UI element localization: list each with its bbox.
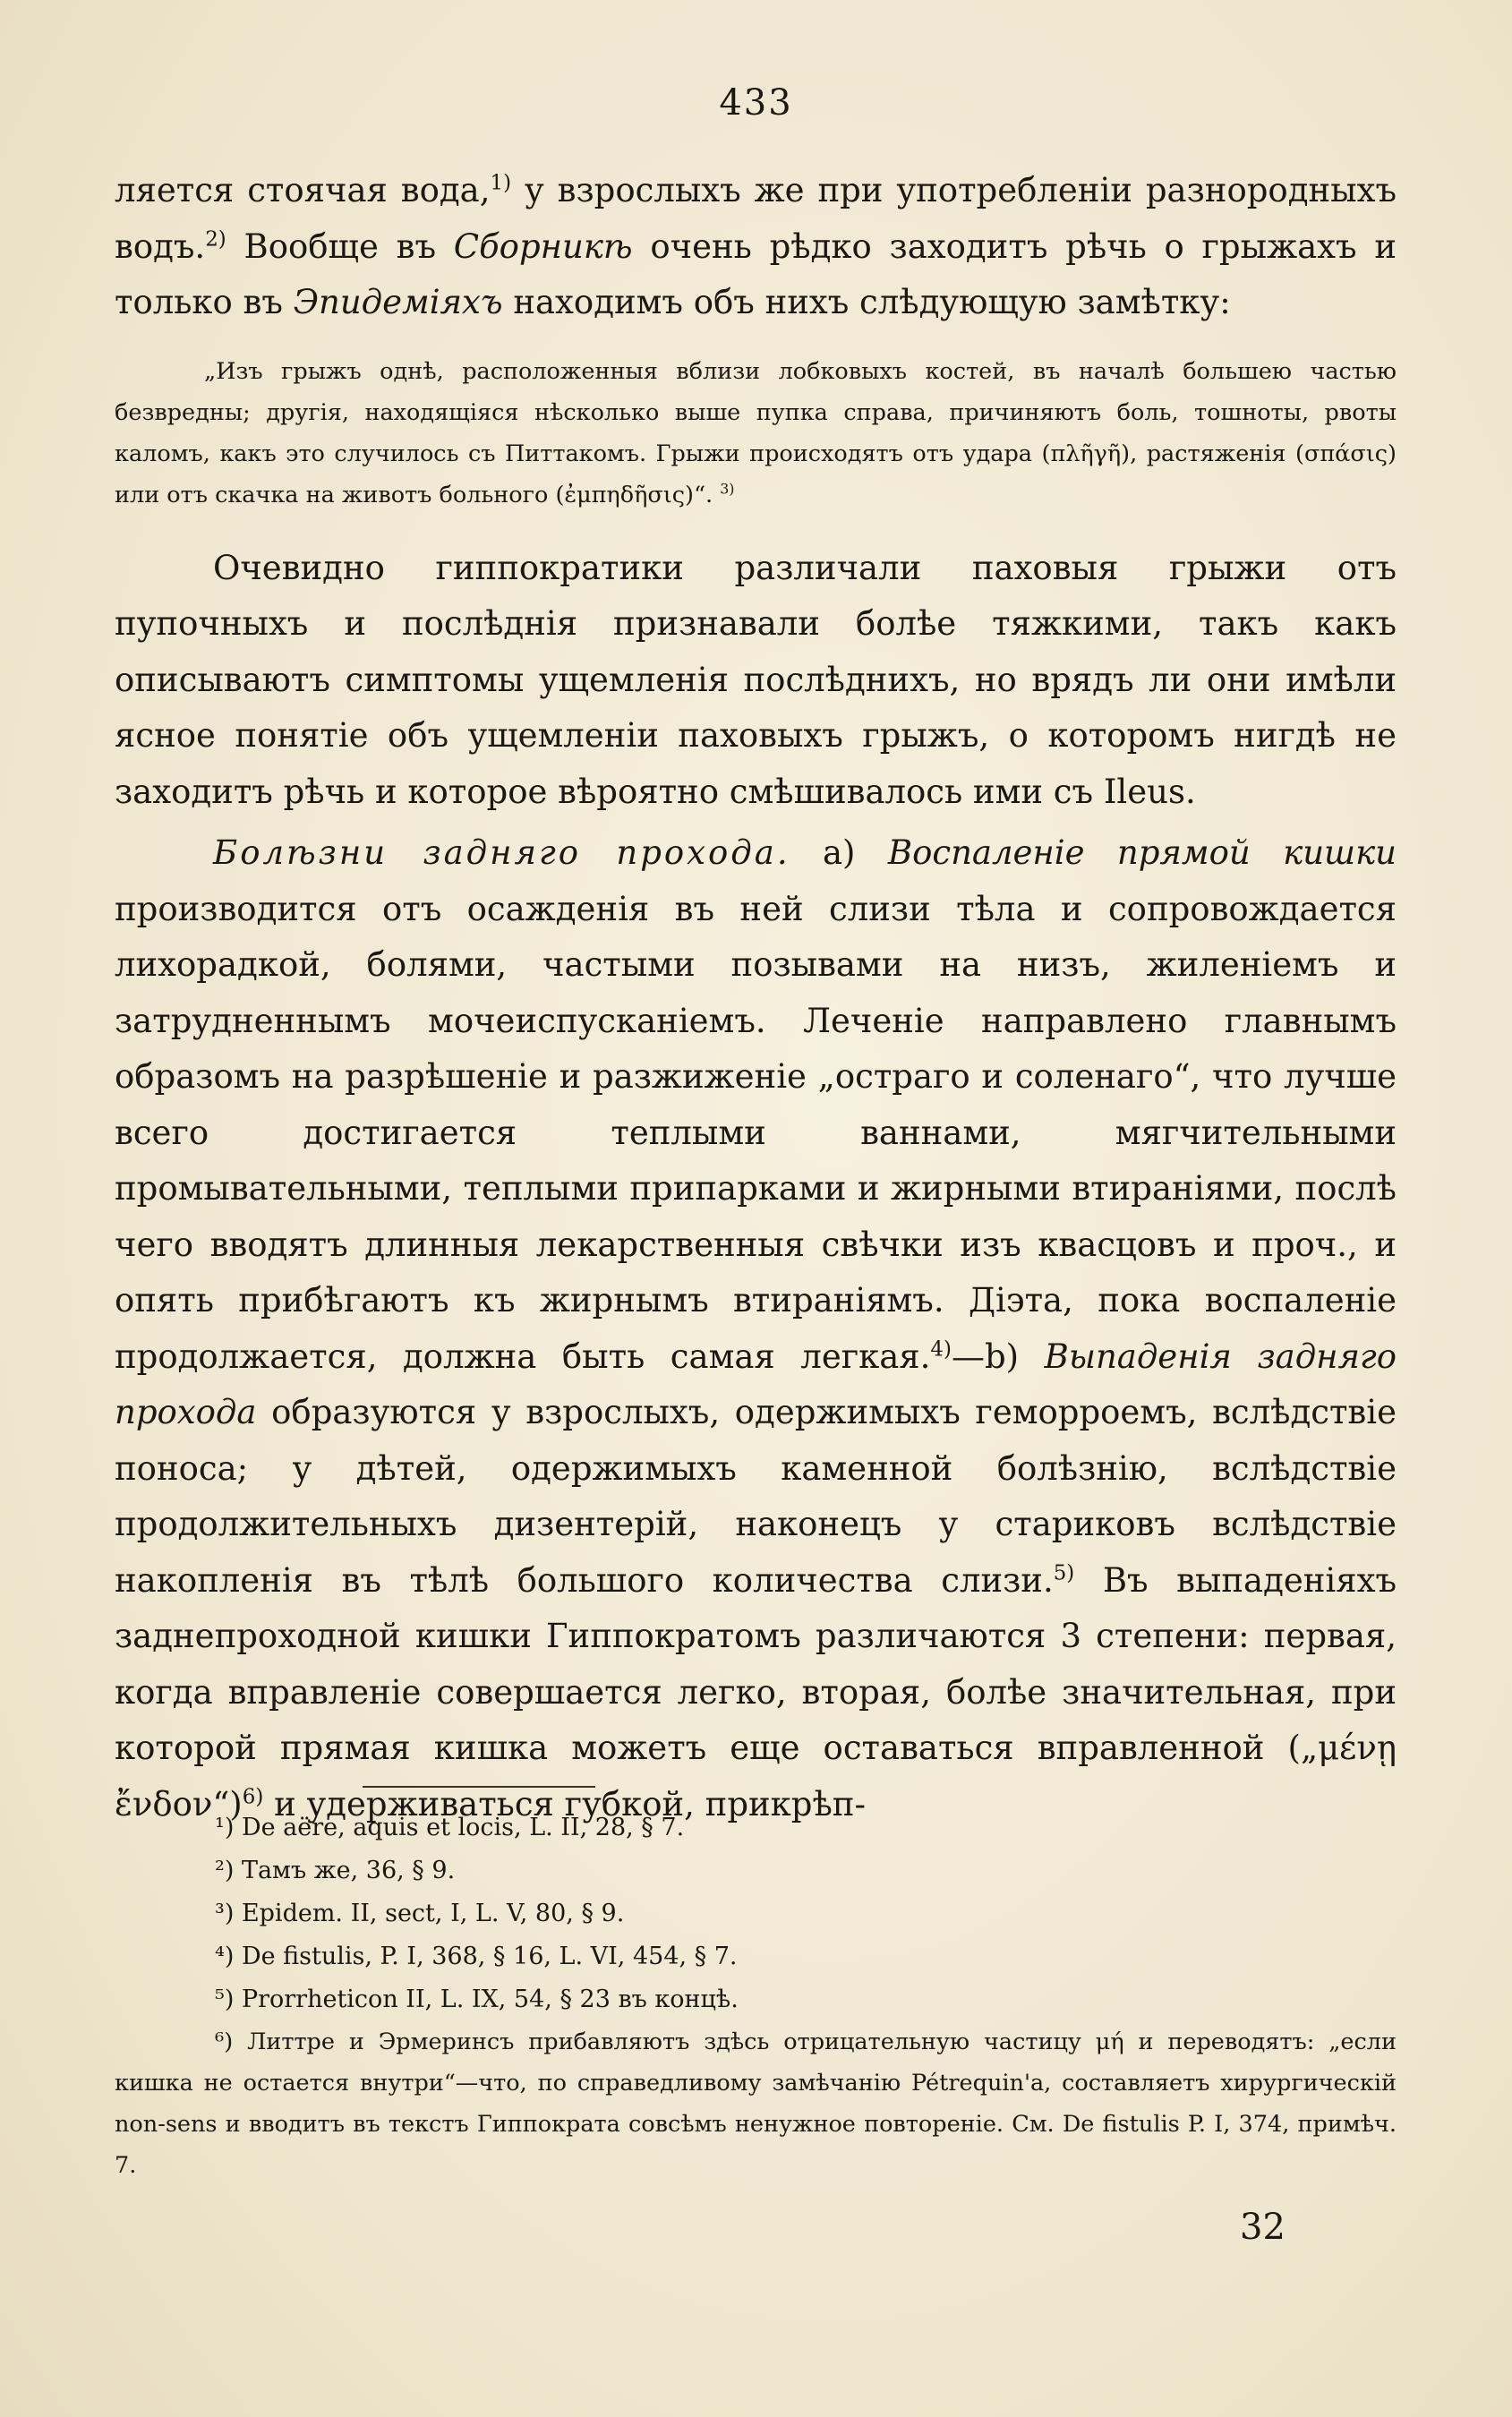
main-text	[115, 163, 1397, 1832]
footnote-3: ³) Epidem. II, sect, I, L. V, 80, § 9.	[215, 1900, 625, 1927]
subheading-prolapse: Выпаденія задняго прохода	[115, 1337, 1397, 1431]
footnote-ref-4[interactable]: 4)	[930, 1337, 952, 1362]
footnote-ref-5[interactable]: 5)	[1053, 1561, 1075, 1585]
footnote-ref-6[interactable]: 6)	[242, 1785, 264, 1809]
block-quote: „Изъ грыжъ однѣ, расположенныя вблизи лобковыхъ костей, въ началѣ большею частью безвредны; другія, находящіяся нѣсколько выше пупка справа, причиняютъ боль, тошноты, рвоты каломъ, какъ это случилось съ Питтакомъ. Грыжи происходятъ отъ удара (πλῆγῆ), растяженія (σπάσις) или отъ скачка на животъ больного (ἐμπηδῆσις)“. $^{3)}$	[115, 357, 1397, 508]
italic-title-collection: Сборникѣ	[453, 226, 633, 266]
footnote-divider	[363, 1786, 595, 1788]
paragraph-3: Болѣзни задняго прохода. а) Воспаленіе прямой кишки производится отъ осажденія въ ней слизи тѣла и сопровождается лихорадкой, болями, частыми позывами на низъ, жиленіемъ и затрудненнымъ мочеиспусканіемъ. Леченіе направлено главнымъ образомъ на разрѣшеніе и разжиженіе „остраго и соленаго“, что лучше всего достигается теплыми ваннами, мягчительными промывательными, теплыми припарками и жирными втираніями, послѣ чего вводятъ длинныя лекарственныя свѣчки изъ квасцовъ и проч., и опять прибѣгаютъ къ жирнымъ втираніямъ. Діэта, пока воспаленіе продолжается, должна быть самая легкая.$^{4)}$—b) Выпаденія задняго прохода образуются у взрослыхъ, одержимыхъ геморроемъ, вслѣдствіе поноса; у дѣтей, одержимыхъ каменной болѣзнію, вслѣдствіе продолжительныхъ дизентерій, наконецъ у стариковъ вслѣдствіе накопленія въ тѣлѣ большого количества слизи.$^{5)}$ Въ выпаденіяхъ заднепроходной кишки Гиппократомъ различаются 3 степени: первая, когда вправленіе совершается легко, вторая, болѣе значительная, при которой прямая кишка можетъ еще оставаться вправленной („μένῃ ἔνδον“)$^{6)}$ и удерживаться губкой, прикрѣп-	[115, 833, 1397, 1823]
page-number: 433	[719, 82, 793, 124]
footnote-5: ⁵) Prorrheticon II, L. IX, 54, § 23 въ концѣ.	[215, 1986, 739, 2013]
footnote-1: ¹) De aëre, aquis et locis, L. II, 28, § 7.	[215, 1814, 685, 1841]
footnote-ref-2[interactable]: 2)	[205, 227, 226, 252]
footnote-4: ⁴) De fistulis, P. I, 368, § 16, L. VI, 454, § 7.	[215, 1943, 738, 1970]
paragraph-1: ляется стоячая вода,$^{1)}$ у взрослыхъ же при употребленіи разнородныхъ водъ.$^{2)}$ Вообще въ Сборникѣ очень рѣдко заходитъ рѣчь о грыжахъ и только въ Эпидеміяхъ находимъ объ нихъ слѣдующую замѣтку:	[115, 171, 1397, 321]
footnote-2: ²) Тамъ же, 36, § 9.	[215, 1857, 456, 1884]
footnote-ref-3[interactable]: 3)	[720, 480, 735, 497]
footnote-6: ⁶) Литтре и Эрмеринсъ прибавляютъ здѣсь отрицательную частицу μή и переводятъ: „если кишка не остается внутри“—что, по справедливому замѣчанію Pétrequin'а, составляетъ хирургическій non-sens и вводитъ въ текстъ Гиппократа совсѣмъ ненужное повтореніе. См. De fistulis P. I, 374, примѣч. 7.	[115, 2028, 1397, 2179]
subheading-proctitis: Воспаленіе прямой кишки	[887, 833, 1397, 872]
paragraph-2: Очевидно гиппократики различали паховыя грыжи отъ пупочныхъ и послѣднія признавали болѣе тяжкими, такъ какъ описываютъ симптомы ущемленія послѣднихъ, но врядъ ли они имѣли ясное понятіе объ ущемленіи паховыхъ грыжъ, о которомъ нигдѣ не заходитъ рѣчь и которое вѣроятно смѣшивалось ими съ Ileus.	[115, 548, 1397, 811]
section-heading: Болѣзни задняго прохода.	[213, 833, 790, 872]
footnotes	[115, 1806, 1397, 2186]
italic-title-epidemics: Эпидеміяхъ	[293, 283, 503, 321]
footnote-ref-1[interactable]: 1)	[490, 171, 512, 195]
signature-mark: 32	[1240, 2207, 1286, 2248]
